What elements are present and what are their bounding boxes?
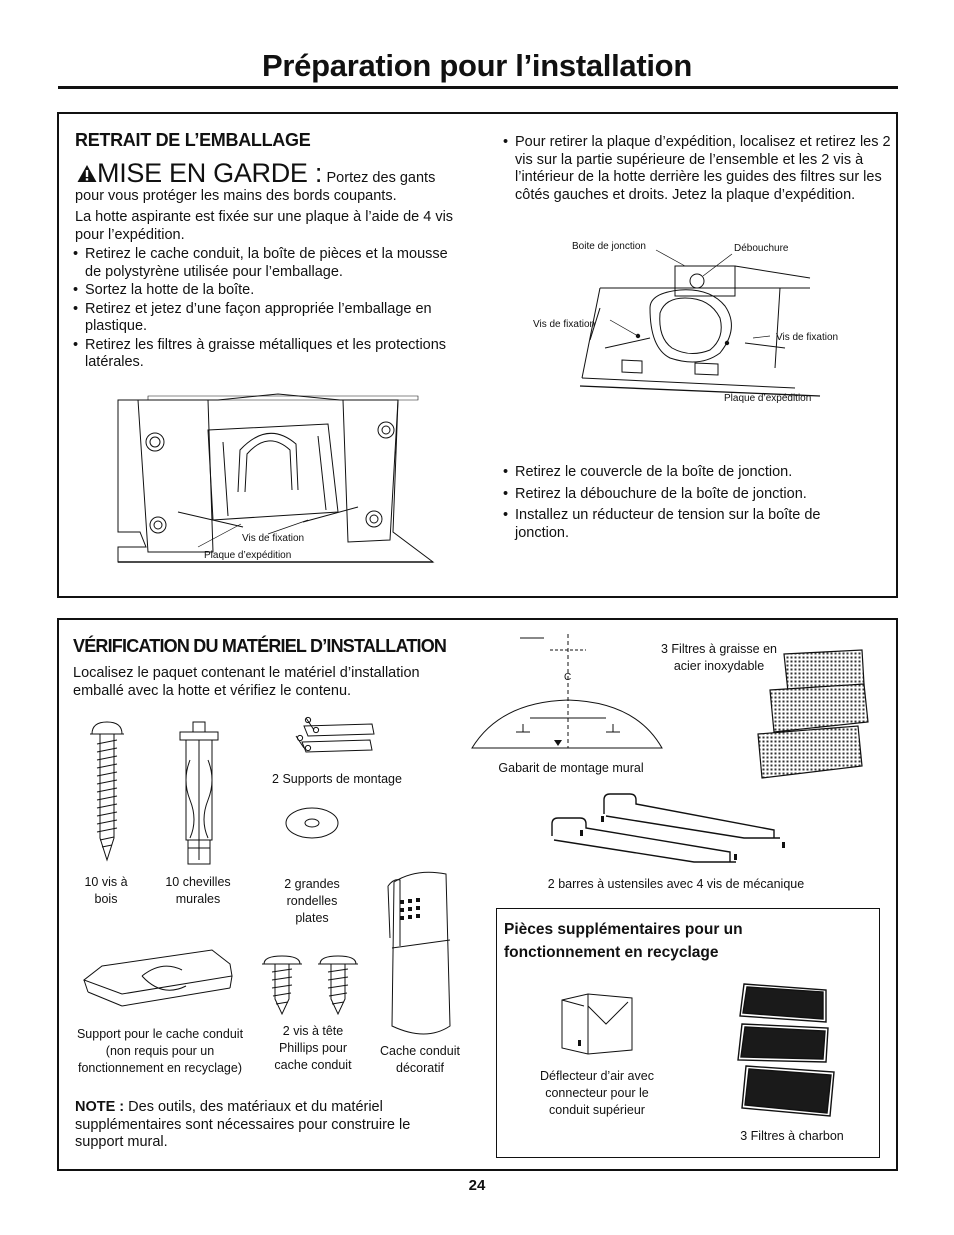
note-text: Des outils, des matériaux et du matériel supplémentaires sont nécessaires pour construire le support mural. (75, 1099, 411, 1150)
title-rule (58, 86, 898, 89)
warning-text: Portez des gants (326, 170, 436, 186)
retrait-heading: RETRAIT DE L’EMBALLAGE (75, 130, 311, 150)
duct-cover-icon (386, 866, 452, 1038)
fig1-label-vis: Vis de fixation (242, 533, 305, 544)
fig2-label-vis-left: Vis de fixation (533, 319, 596, 330)
list-item: • Retirez le couvercle de la boîte de jonction. (503, 464, 883, 482)
junction-box-figure (570, 248, 830, 413)
caption-vis-phillips: 2 vis à tête Phillips pour cache conduit (274, 1024, 352, 1072)
charcoal-filter-icon (734, 982, 838, 1118)
fig2-label-vis-right: Vis de fixation (776, 332, 839, 343)
mounting-bracket-icon (294, 714, 378, 762)
duct-cover-bracket-icon (82, 946, 232, 1012)
caption-charbon: 3 Filtres à charbon (740, 1129, 844, 1143)
retrait-bullet-list (73, 246, 463, 372)
template-mark: C (564, 672, 572, 683)
caption-cache: Cache conduit décoratif (380, 1044, 460, 1075)
utensil-bar-icon (544, 790, 794, 868)
retrait-intro: La hotte aspirante est fixée sur une plaque à l’aide de 4 vis pour l’expédition. (75, 209, 454, 243)
caption-barres: 2 barres à ustensiles avec 4 vis de mécanique (547, 877, 805, 891)
wall-anchor-icon (178, 720, 220, 865)
mounting-template-icon (470, 632, 666, 752)
right-bullet-list (503, 464, 883, 542)
page-number: 24 (468, 1177, 486, 1194)
fig2-label-debouchure: Débouchure (734, 243, 789, 254)
washer-icon (284, 806, 340, 840)
caption-filtres: 3 Filtres à graisse en acier inoxydable (660, 642, 778, 673)
grease-filter-icon (754, 648, 884, 782)
list-item: • Sortez la hotte de la boîte. (73, 282, 463, 300)
list-item: • Retirez et jetez d’une façon appropriée l’emballage en plastique. (73, 301, 463, 336)
page-title: Préparation pour l’installation (262, 48, 692, 83)
caption-support-cache: Support pour le cache conduit (non requis pour un fonctionnement en recyclage) (76, 1027, 244, 1075)
caption-rondelles: 2 grandes rondelles plates (284, 877, 340, 925)
caption-chevilles: 10 chevilles murales (165, 875, 231, 906)
note-label: NOTE : (75, 1099, 125, 1115)
list-item: • Installez un réducteur de tension sur la boîte de jonction. (503, 507, 843, 542)
right-bullet-plaque: • Pour retirer la plaque d’expédition, localisez et retirez les 2 vis sur la partie supérieure de l’ensemble et les 2 vis à l’intérieur de la hotte derrière les guides des filtres sur les côtés gauches et droits. Jetez la plaque d’expédition. (503, 134, 891, 204)
phillips-screw-icon (262, 954, 362, 1016)
warning-cont: pour vous protéger les mains des bords coupants. (75, 188, 397, 204)
warning-title: MISE EN GARDE : (97, 158, 323, 188)
warning-line (77, 158, 477, 189)
list-item: • Retirez le cache conduit, la boîte de pièces et la mousse de polystyrène utilisée pour l’emballage. (73, 246, 463, 281)
warning-triangle-icon (77, 164, 97, 183)
caption-supports: 2 Supports de montage (272, 772, 402, 786)
verification-intro: Localisez le paquet contenant le matériel d’installation emballé avec la hotte et vérifiez le contenu. (73, 665, 420, 699)
caption-gabarit: Gabarit de montage mural (498, 761, 644, 775)
verification-heading: VÉRIFICATION DU MATÉRIEL D’INSTALLATION (73, 636, 447, 656)
caption-deflecteur: Déflecteur d’air avec connecteur pour le conduit supérieur (540, 1069, 654, 1117)
fig1-label-plaque: Plaque d’expédition (204, 550, 292, 561)
caption-vis-bois: 10 vis à bois (84, 875, 128, 906)
list-item: • Retirez la débouchure de la boîte de jonction. (503, 486, 883, 504)
fig2-label-boite: Boite de jonction (572, 241, 646, 252)
hood-shipping-figure (118, 392, 433, 572)
fig2-label-plaque: Plaque d’expédition (724, 393, 812, 404)
recyclage-heading: Pièces supplémentaires pour un fonctionnement en recyclage (504, 921, 743, 961)
air-deflector-icon (558, 992, 636, 1056)
wood-screw-icon (90, 720, 124, 862)
list-item: • Retirez les filtres à graisse métalliques et les protections latérales. (73, 337, 463, 372)
note-paragraph (75, 1099, 455, 1152)
